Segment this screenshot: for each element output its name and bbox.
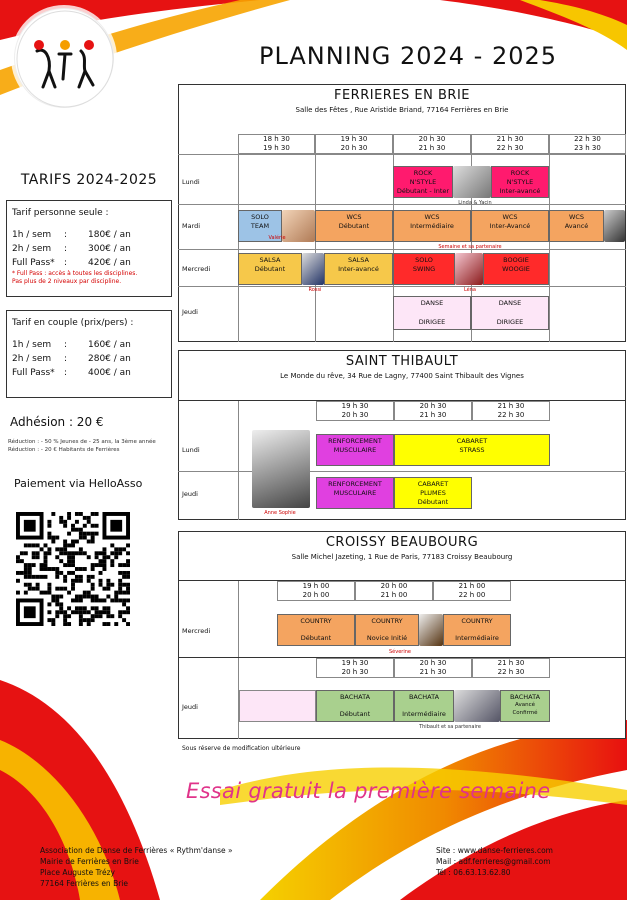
time-slot: 18 h 30 19 h 30 (238, 134, 315, 154)
tarif-row: 2h / sem : 300€ / an (12, 244, 131, 254)
class-cabaret-plumes[interactable]: CABARET PLUMES Débutant (394, 477, 472, 509)
day-label: Jeudi (182, 703, 198, 711)
tarif-row: Full Pass* : 420€ / an (12, 258, 131, 268)
time-slot: 20 h 30 21 h 30 (394, 401, 472, 421)
caption-linda: Linda & Yacin (458, 200, 492, 206)
email-link[interactable]: Mail : adf.ferrieres@gmail.com (436, 857, 551, 866)
empty-slot (239, 690, 316, 722)
class-danse-dirigee[interactable]: DANSE DIRIGEE (471, 296, 549, 330)
qr-code[interactable] (16, 512, 130, 626)
footer-contact (436, 845, 553, 878)
class-renforcement[interactable]: RENFORCEMENT MUSCULAIRE (316, 477, 394, 509)
day-label: Lundi (182, 178, 200, 186)
teacher-photo (302, 253, 324, 285)
dancers-photo (453, 166, 491, 198)
venue-name: FERRIERES EN BRIE (333, 88, 470, 103)
venue-address: Le Monde du rêve, 34 Rue de Lagny, 77400 Saint Thibault des Vignes (280, 372, 524, 380)
free-trial-banner: Essai gratuit la première semaine (186, 779, 551, 803)
caption-thibault: Thibault et sa partenaire (419, 724, 481, 730)
fullpass-note: * Full Pass : accès à toutes les disciplines. (12, 270, 138, 277)
venue-name: CROISSY BEAUBOURG (325, 535, 479, 550)
day-label: Jeudi (182, 490, 198, 498)
disclaimer: Sous réserve de modification ultérieure (182, 745, 301, 752)
adhesion: Adhésion : 20 € (10, 415, 104, 429)
venue-address: Salle des Fêtes , Rue Aristide Briand, 77164 Ferrières en Brie (295, 106, 509, 114)
class-bachata-debutant[interactable]: BACHATA Débutant (316, 690, 394, 722)
class-rock-debutant[interactable]: ROCK N'STYLE Débutant - Inter (393, 166, 453, 198)
class-solo-swing[interactable]: SOLO SWING (393, 253, 455, 285)
logo (14, 8, 114, 108)
time-slot: 19 h 30 20 h 30 (316, 658, 394, 678)
page-title: PLANNING 2024 - 2025 (258, 42, 558, 70)
class-renforcement[interactable]: RENFORCEMENT MUSCULAIRE (316, 434, 394, 466)
time-slot: 21 h 30 22 h 30 (472, 658, 550, 678)
tarif-seule-box (6, 200, 172, 297)
phone-text: Tél : 06.63.13.62.80 (436, 868, 511, 877)
grid-line (238, 401, 239, 520)
reductions: Réduction : - 50 % Jeunes de - 25 ans, la 3ème année Réduction : - 20 € Habitants de Ferrières (8, 439, 156, 453)
grid-line (178, 471, 626, 472)
time-slot: 20 h 30 21 h 30 (393, 134, 471, 154)
class-country-debutant[interactable]: COUNTRY Débutant (277, 614, 355, 646)
class-solo-team[interactable]: SOLO TEAM (238, 210, 282, 242)
class-boogie-woogie[interactable]: BOOGIE WOOGIE (483, 253, 549, 285)
niveaux-note: Pas plus de 2 niveaux par discipline. (12, 278, 122, 285)
time-slot: 21 h 30 22 h 30 (471, 134, 549, 154)
time-slot: 22 h 30 23 h 30 (549, 134, 626, 154)
tarif-row: 1h / sem : 180€ / an (12, 230, 131, 240)
tarif-couple-box (6, 310, 172, 398)
tarif-seule-header: Tarif personne seule : (12, 208, 109, 218)
time-slot: 19 h 00 20 h 00 (277, 581, 355, 601)
venue-address: Salle Michel Jazeting, 1 Rue de Paris, 77183 Croissy Beaubourg (291, 553, 513, 561)
time-slot: 21 h 00 22 h 00 (433, 581, 511, 601)
caption-valerie: Valérie (268, 235, 286, 241)
class-country-intermediaire[interactable]: COUNTRY Intermédiaire (443, 614, 511, 646)
day-label: Jeudi (182, 308, 198, 316)
caption-severine: Séverine (389, 649, 411, 655)
dancers-logo-icon (15, 9, 115, 109)
class-salsa-inter[interactable]: SALSA Inter-avancé (324, 253, 393, 285)
teacher-photo (252, 430, 310, 508)
day-label: Mercredi (182, 265, 211, 273)
class-wcs-inter-avance[interactable]: WCS Inter-Avancé (471, 210, 549, 242)
payment-text: Paiement via HelloAsso (14, 477, 143, 490)
teacher-photo (419, 614, 443, 646)
caption-lena: Léna (463, 287, 476, 293)
class-cabaret-strass[interactable]: CABARET STRASS (394, 434, 550, 466)
teacher-photo (604, 210, 625, 242)
tarifs-title: TARIFS 2024-2025 (20, 172, 158, 188)
tarif-row: 1h / sem : 160€ / an (12, 340, 131, 350)
class-bachata-intermediaire[interactable]: BACHATA Intermédiaire (394, 690, 454, 722)
tarif-row: Full Pass* : 400€ / an (12, 368, 131, 378)
website-link[interactable]: Site : www.danse-ferrieres.com (436, 846, 553, 855)
tarif-couple-header: Tarif en couple (prix/pers) : (12, 318, 134, 328)
teacher-photo (455, 253, 483, 285)
day-label: Lundi (182, 446, 200, 454)
dancers-photo (454, 690, 500, 722)
time-slot: 21 h 30 22 h 30 (472, 401, 550, 421)
class-country-novice[interactable]: COUNTRY Novice Initié (355, 614, 419, 646)
venue-name: SAINT THIBAULT (345, 354, 459, 369)
class-rock-inter[interactable]: ROCK N'STYLE Inter-avancé (491, 166, 549, 198)
day-label: Mercredi (182, 627, 211, 635)
caption-anne-sophie: Anne Sophie (264, 510, 296, 516)
day-label: Mardi (182, 222, 201, 230)
footer-address: Association de Danse de Ferrières « Rythm'danse » Mairie de Ferrières en Brie Place Auguste Trézy 77164 Ferrières en Brie (40, 846, 233, 888)
class-danse-dirigee[interactable]: DANSE DIRIGEE (393, 296, 471, 330)
class-wcs-intermediaire[interactable]: WCS Intermédiaire (393, 210, 471, 242)
class-bachata-avance[interactable]: BACHATA Avancé Confirmé (500, 690, 550, 722)
time-slot: 19 h 30 20 h 30 (316, 401, 394, 421)
caption-semaine: Semaine et sa partenaire (438, 244, 502, 250)
tarif-row: 2h / sem : 280€ / an (12, 354, 131, 364)
time-slot: 19 h 30 20 h 30 (315, 134, 393, 154)
time-slot: 20 h 30 21 h 30 (394, 658, 472, 678)
time-slot: 20 h 00 21 h 00 (355, 581, 433, 601)
class-salsa-debutant[interactable]: SALSA Débutant (238, 253, 302, 285)
caption-rossi: Rossi (308, 287, 322, 293)
class-wcs-debutant[interactable]: WCS Débutant (315, 210, 393, 242)
class-wcs-avance[interactable]: WCS Avancé (549, 210, 604, 242)
